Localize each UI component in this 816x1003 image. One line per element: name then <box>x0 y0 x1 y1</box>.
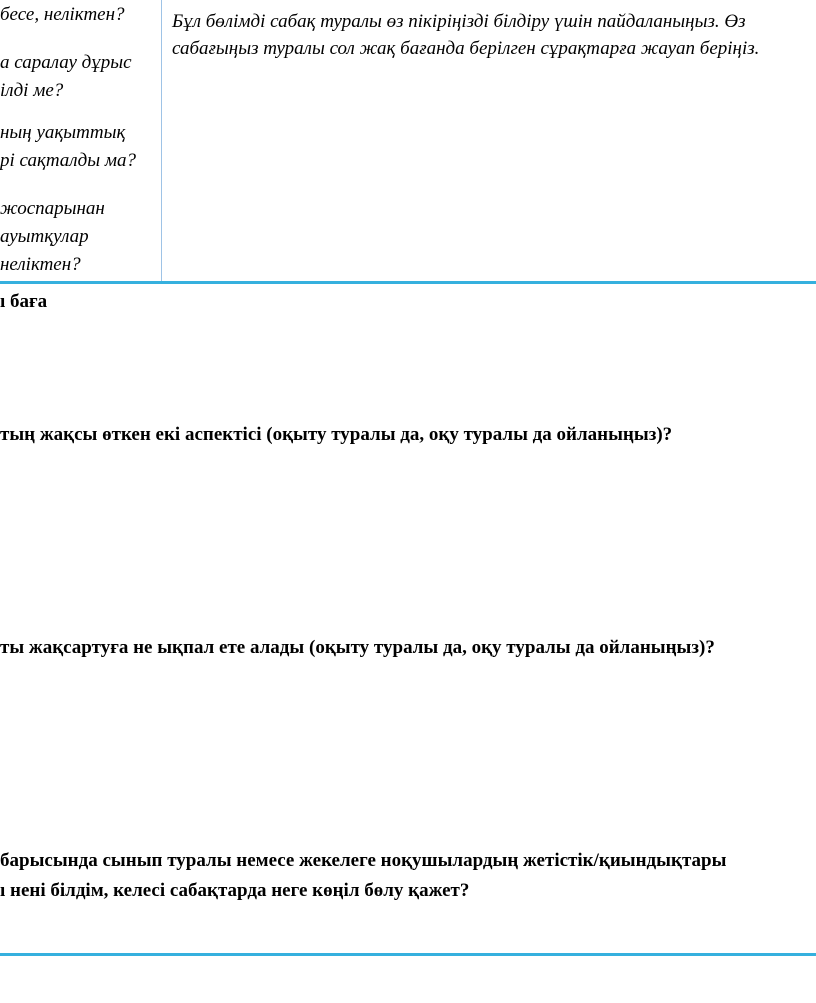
reflection-questions-cell <box>0 0 158 281</box>
question-line: ілді ме? <box>0 80 64 101</box>
question-line: рі сақталды ма? <box>0 150 136 171</box>
question-line: ауытқулар <box>0 226 89 247</box>
table-column-divider <box>161 0 162 283</box>
section-bottom-border <box>0 953 816 956</box>
reflection-instructions-cell <box>172 8 816 62</box>
question-3-line-1: барысында сынып туралы немесе жекелеге ноқушылардың жетістік/қиындықтары <box>0 850 727 871</box>
question-line: а саралау дұрыс <box>0 52 132 73</box>
question-line: бесе, неліктен? <box>0 4 125 25</box>
instruction-line: Бұл бөлімді сабақ туралы өз пікіріңізді білдіру үшін пайдаланыңыз. Өз <box>172 11 746 32</box>
question-1: тың жақсы өткен екі аспектісі (оқыту туралы да, оқу туралы да ойланыңыз)? <box>0 424 673 445</box>
table-bottom-border <box>0 281 816 284</box>
instruction-line: сабағыңыз туралы сол жақ бағанда берілген сұрақтарға жауап беріңіз. <box>172 38 760 59</box>
question-2: ты жақсартуға не ықпал ете алады (оқыту туралы да, оқу туралы да ойланыңыз)? <box>0 637 715 658</box>
question-line: неліктен? <box>0 254 81 275</box>
question-3-line-2: ı нені білдім, келесі сабақтарда неге көңіл бөлу қажет? <box>0 880 470 901</box>
question-line: жоспарынан <box>0 198 105 219</box>
section-title: ı баға <box>0 291 48 312</box>
question-line: ның уақыттық <box>0 122 126 143</box>
